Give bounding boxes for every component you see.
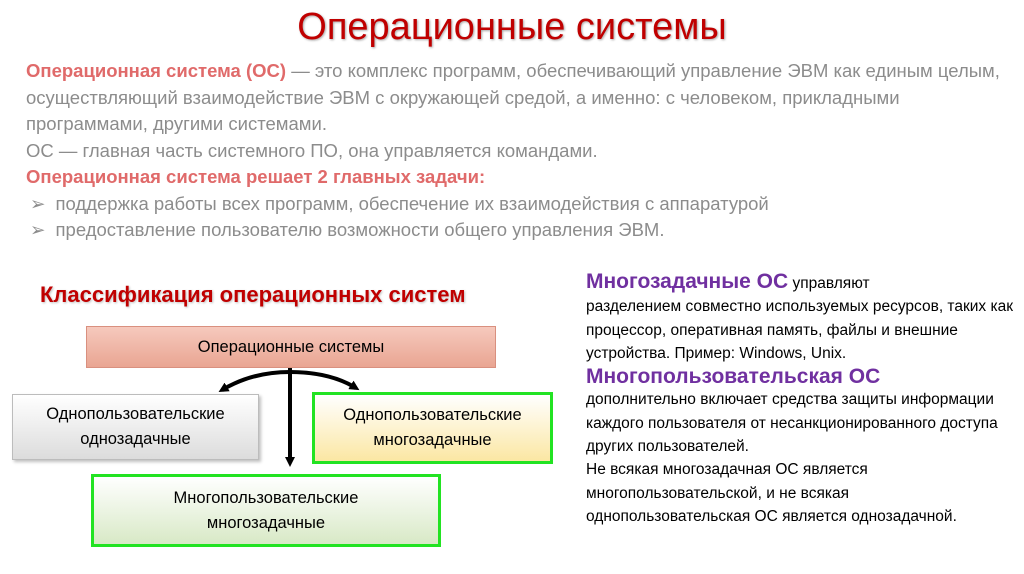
task-text-1: поддержка работы всех программ, обеспечение их взаимодействия с аппаратурой	[55, 192, 769, 214]
root-os-box	[86, 326, 496, 368]
multiuser-text: дополнительно включает средства защиты информации каждого пользователя от несанкционированного доступа других пользователей.	[586, 391, 998, 456]
task-text-2: предоставление пользователю возможности общего управления ЭВМ.	[55, 219, 665, 240]
box-label-line-1: Однопользовательские	[46, 405, 225, 423]
note-text: Не всякая многозадачная ОС является многопользовательской, и не всякая однопользовательская ОС является однозадачной.	[586, 461, 957, 525]
classification-title: Классификация операционных систем	[40, 282, 466, 307]
os-term: Операционная система (ОС)	[26, 60, 287, 81]
multi-user-multi-task-box	[91, 474, 441, 547]
root-os-label: Операционные системы	[197, 337, 385, 356]
box-label-line-2: многозадачные	[373, 431, 492, 449]
box-label-line-2: многозадачные	[206, 513, 326, 532]
box-label-line-1: Однопользовательские	[343, 406, 522, 424]
bullet-arrow-icon: ➢	[30, 192, 46, 214]
right-panel	[586, 270, 1016, 528]
multitask-paragraph	[586, 270, 1016, 295]
arrow-to-single-single	[222, 372, 290, 390]
os-definition: — это комплекс программ, обеспечивающий управление ЭВМ как единым целым, осуществляющий взаимодействие ЭВМ с окружающей средой, а именно: с человеком, прикладными программами, другими системами.	[26, 60, 1000, 134]
single-user-multi-task-box	[312, 392, 553, 464]
main-part-line: ОС — главная часть системного ПО, она управляется командами.	[26, 139, 598, 161]
arrow-to-single-multi	[290, 372, 356, 388]
box-label-line-1: Многопользовательские	[173, 488, 359, 507]
multitask-heading: Многозадачные ОС	[586, 270, 789, 293]
tasks-heading: Операционная система решает 2 главных задачи:	[26, 166, 486, 187]
bullet-arrow-icon: ➢	[30, 219, 46, 240]
single-user-single-task-box	[12, 394, 259, 460]
slide-title: Операционные системы	[297, 6, 727, 48]
multiuser-heading: Многопользовательская ОС	[586, 365, 881, 389]
multitask-text-rest: разделением совместно используемых ресурсов, таких как процессор, оперативная память, файлы и внешние устройства. Пример: Windows, Unix.	[586, 298, 1013, 362]
box-label-line-2: однозадачные	[80, 430, 191, 448]
multitask-text-start: управляют	[788, 275, 870, 292]
